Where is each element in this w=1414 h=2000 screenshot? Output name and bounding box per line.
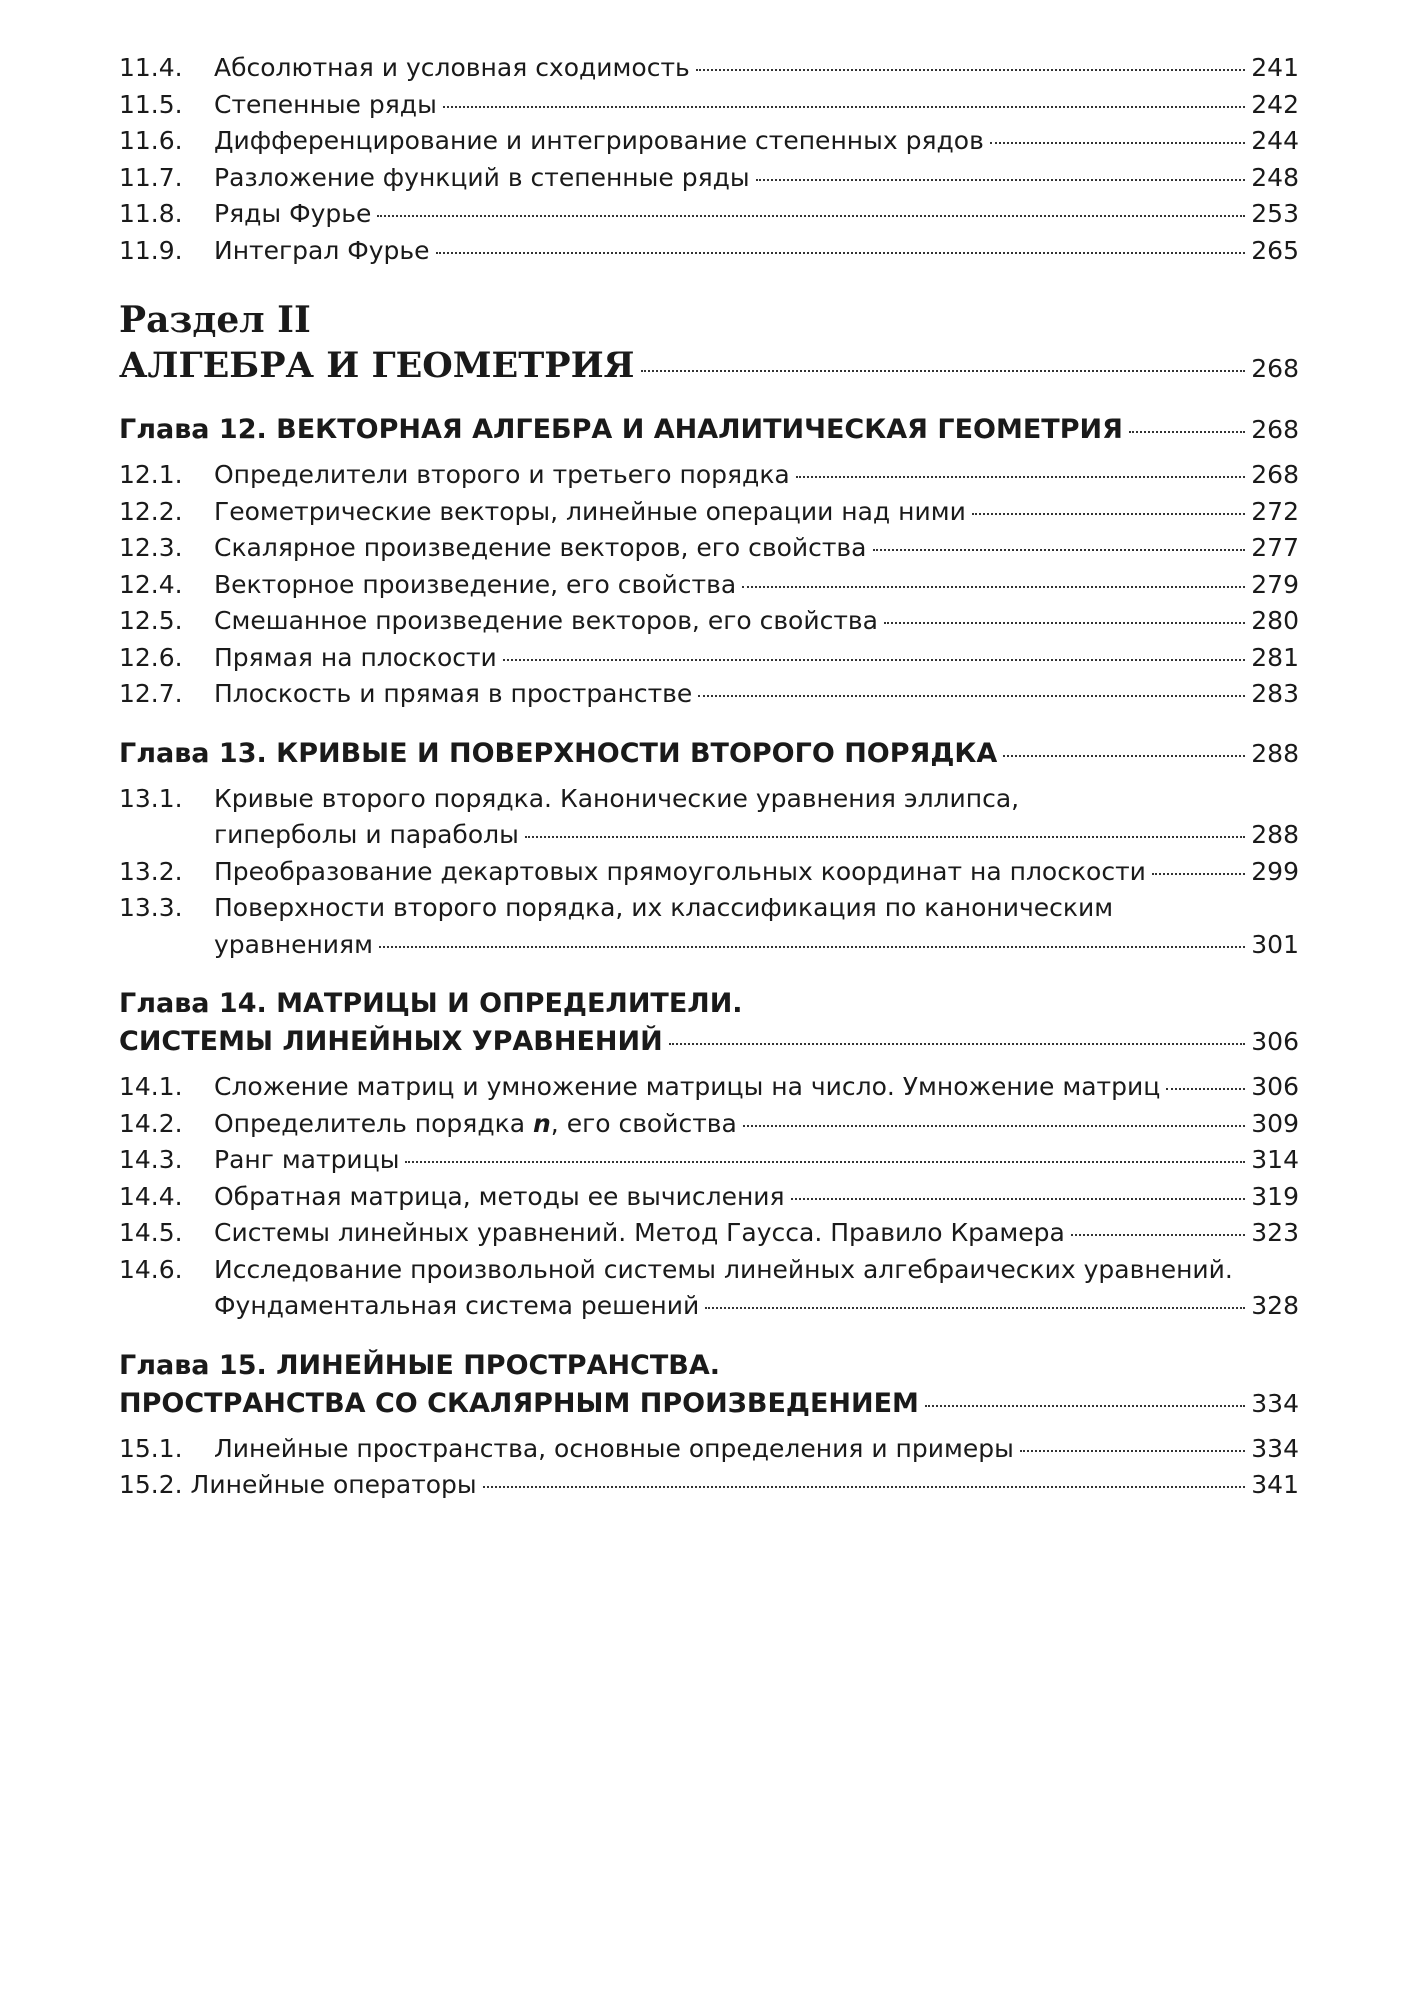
entry-number: 14.3.	[119, 1145, 183, 1174]
chapter-15	[119, 1347, 1299, 1504]
chapter-title-line1: Глава 14. МАТРИЦЫ И ОПРЕДЕЛИТЕЛИ.	[119, 988, 743, 1019]
dot-leader	[1003, 755, 1245, 757]
entry-number: 14.1.	[119, 1072, 183, 1101]
toc-entry[interactable]	[119, 87, 1299, 124]
entry-number: 11.9.	[119, 235, 183, 265]
entry-title-line2: Фундаментальная система решений	[214, 1291, 700, 1320]
chapter-12	[119, 411, 1299, 713]
toc-entry[interactable]	[119, 123, 1299, 160]
toc-entry-multiline[interactable]	[119, 1252, 1299, 1325]
entry-title: Плоскость и прямая в пространстве	[214, 679, 693, 708]
entry-title-variable: n	[532, 1108, 551, 1138]
chapter-11-entries	[119, 50, 1299, 269]
entry-number: 12.6.	[119, 642, 183, 672]
entry-title: Интеграл Фурье	[214, 235, 430, 265]
chapter-title-line2: СИСТЕМЫ ЛИНЕЙНЫХ УРАВНЕНИЙ	[119, 1026, 663, 1057]
entry-page: 242	[1251, 89, 1299, 119]
entry-title: Ряды Фурье	[214, 199, 372, 228]
entry-number: 13.2.	[119, 856, 183, 886]
entry-number: 11.5.	[119, 89, 183, 119]
chapter-heading[interactable]	[119, 985, 1299, 1061]
dot-leader	[525, 836, 1245, 838]
entry-page: 319	[1251, 1181, 1299, 1211]
dot-leader	[483, 1486, 1245, 1488]
chapter-page: 334	[1251, 1388, 1299, 1418]
entry-number: 13.1.	[119, 783, 183, 813]
entry-title: Системы линейных уравнений. Метод Гаусса. Правило Крамера	[214, 1218, 1065, 1247]
entry-title-line1: Поверхности второго порядка, их классификация по каноническим	[214, 893, 1114, 922]
entry-page: 323	[1251, 1218, 1299, 1247]
toc-entry[interactable]	[119, 494, 1299, 531]
dot-leader	[1152, 873, 1245, 875]
toc-entry[interactable]	[119, 1106, 1299, 1143]
section-title: АЛГЕБРА И ГЕОМЕТРИЯ	[119, 345, 635, 386]
dot-leader	[503, 659, 1245, 661]
entry-page: 277	[1251, 533, 1299, 562]
entry-title: Определители второго и третьего порядка	[214, 460, 790, 489]
entry-title: Сложение матриц и умножение матрицы на число. Умножение матриц	[214, 1072, 1161, 1101]
entry-page: 253	[1251, 199, 1299, 228]
toc-entry-multiline[interactable]	[119, 781, 1299, 854]
entry-page: 299	[1251, 856, 1299, 886]
entry-number: 14.4.	[119, 1181, 183, 1211]
dot-leader	[1166, 1088, 1245, 1090]
entry-number: 12.4.	[119, 569, 183, 599]
dot-leader	[1071, 1234, 1245, 1236]
entry-number: 11.8.	[119, 199, 183, 228]
dot-leader	[698, 695, 1245, 697]
toc-entry[interactable]	[119, 1142, 1299, 1179]
dot-leader	[405, 1161, 1245, 1163]
entry-number: 13.3.	[119, 893, 183, 922]
entry-title: Скалярное произведение векторов, его свойства	[214, 533, 867, 562]
toc-entry[interactable]	[119, 1467, 1299, 1504]
entry-page: 328	[1251, 1291, 1299, 1320]
entry-number: 12.3.	[119, 533, 183, 562]
entry-page: 241	[1251, 53, 1299, 82]
dot-leader	[436, 252, 1245, 254]
dot-leader	[990, 142, 1245, 144]
entry-title-line1: Кривые второго порядка. Канонические уравнения эллипса,	[214, 783, 1020, 813]
table-of-contents	[119, 50, 1299, 1504]
entry-title: Ранг матрицы	[214, 1145, 400, 1174]
entry-title: Векторное произведение, его свойства	[214, 569, 737, 599]
dot-leader	[796, 476, 1245, 478]
entry-page: 341	[1251, 1470, 1299, 1499]
entry-title-after: , его свойства	[550, 1108, 737, 1138]
dot-leader	[884, 622, 1245, 624]
toc-entry[interactable]	[119, 640, 1299, 677]
toc-entry[interactable]	[119, 603, 1299, 640]
entry-page: 301	[1251, 929, 1299, 959]
dot-leader	[742, 586, 1245, 588]
entry-page: 288	[1251, 820, 1299, 849]
chapter-heading[interactable]	[119, 1347, 1299, 1423]
dot-leader	[972, 513, 1245, 515]
chapter-title-line1: Глава 15. ЛИНЕЙНЫЕ ПРОСТРАНСТВА.	[119, 1349, 721, 1381]
entry-page: 279	[1251, 569, 1299, 599]
toc-entry[interactable]	[119, 530, 1299, 567]
chapter-heading[interactable]	[119, 735, 1299, 773]
section-label: Раздел II	[119, 299, 311, 341]
entry-number: 12.2.	[119, 496, 183, 526]
entry-number: 14.5.	[119, 1218, 183, 1247]
dot-leader	[1129, 431, 1245, 433]
entry-page: 306	[1251, 1072, 1299, 1101]
entry-number: 11.7.	[119, 162, 183, 192]
entry-title: Линейные пространства, основные определения и примеры	[214, 1433, 1014, 1463]
section-page: 268	[1251, 354, 1299, 383]
dot-leader	[705, 1307, 1245, 1309]
chapter-heading[interactable]	[119, 411, 1299, 449]
toc-entry[interactable]	[119, 854, 1299, 891]
dot-leader	[925, 1405, 1245, 1407]
chapter-page: 268	[1251, 415, 1299, 444]
entry-number: 14.6.	[119, 1254, 183, 1284]
entry-page: 265	[1251, 235, 1299, 265]
entry-title: Преобразование декартовых прямоугольных координат на плоскости	[214, 856, 1146, 886]
entry-number: 12.5.	[119, 606, 183, 635]
entry-page: 309	[1251, 1108, 1299, 1138]
dot-leader	[791, 1198, 1245, 1200]
entry-page: 248	[1251, 162, 1299, 192]
chapter-14	[119, 985, 1299, 1325]
dot-leader	[379, 946, 1245, 948]
entry-number: 12.1.	[119, 460, 183, 489]
entry-page: 314	[1251, 1145, 1299, 1174]
section-heading[interactable]	[119, 297, 1299, 389]
toc-entry[interactable]	[119, 1431, 1299, 1468]
dot-leader	[756, 179, 1245, 181]
entry-page: 268	[1251, 460, 1299, 489]
entry-page: 280	[1251, 606, 1299, 635]
toc-entry[interactable]	[119, 457, 1299, 494]
toc-entry[interactable]	[119, 1215, 1299, 1252]
toc-entry[interactable]	[119, 160, 1299, 197]
entry-title	[214, 1106, 737, 1143]
entry-title-before: Определитель порядка	[214, 1108, 533, 1138]
chapter-13	[119, 735, 1299, 964]
entry-page: 281	[1251, 642, 1299, 672]
chapter-page: 288	[1251, 738, 1299, 768]
entry-title: Абсолютная и условная сходимость	[214, 53, 690, 82]
entry-page: 272	[1251, 496, 1299, 526]
toc-entry[interactable]	[119, 233, 1299, 270]
entry-page: 334	[1251, 1433, 1299, 1463]
entry-title: Геометрические векторы, линейные операции над ними	[214, 496, 966, 526]
chapter-page: 306	[1251, 1027, 1299, 1056]
entry-title: 15.2. Линейные операторы	[119, 1470, 477, 1499]
dot-leader	[641, 370, 1245, 372]
entry-title: Разложение функций в степенные ряды	[214, 162, 750, 192]
dot-leader	[873, 549, 1246, 551]
entry-title-line2: гиперболы и параболы	[214, 820, 519, 849]
entry-number: 11.6.	[119, 126, 183, 155]
dot-leader	[377, 215, 1245, 217]
toc-entry[interactable]	[119, 676, 1299, 713]
chapter-title-line2: ПРОСТРАНСТВА СО СКАЛЯРНЫМ ПРОИЗВЕДЕНИЕМ	[119, 1387, 919, 1419]
entry-title-line2: уравнениям	[214, 929, 373, 959]
toc-entry[interactable]	[119, 1179, 1299, 1216]
dot-leader	[1020, 1450, 1245, 1452]
dot-leader	[743, 1125, 1245, 1127]
toc-entry[interactable]	[119, 1069, 1299, 1106]
toc-entry[interactable]	[119, 50, 1299, 87]
entry-title: Смешанное произведение векторов, его свойства	[214, 606, 878, 635]
chapter-title: Глава 13. КРИВЫЕ И ПОВЕРХНОСТИ ВТОРОГО ПОРЯДКА	[119, 737, 998, 769]
entry-number: 14.2.	[119, 1108, 183, 1138]
dot-leader	[696, 69, 1245, 71]
entry-title: Обратная матрица, методы ее вычисления	[214, 1181, 785, 1211]
toc-entry[interactable]	[119, 567, 1299, 604]
chapter-title: Глава 12. ВЕКТОРНАЯ АЛГЕБРА И АНАЛИТИЧЕСКАЯ ГЕОМЕТРИЯ	[119, 414, 1123, 445]
entry-title-line1: Исследование произвольной системы линейных алгебраических уравнений.	[214, 1254, 1233, 1284]
entry-page: 283	[1251, 679, 1299, 708]
entry-number: 12.7.	[119, 679, 183, 708]
dot-leader	[443, 106, 1245, 108]
toc-entry-multiline[interactable]	[119, 890, 1299, 963]
toc-entry[interactable]	[119, 196, 1299, 233]
entry-number: 11.4.	[119, 53, 183, 82]
entry-title: Степенные ряды	[214, 89, 437, 119]
entry-number: 15.1.	[119, 1433, 183, 1463]
entry-page: 244	[1251, 126, 1299, 155]
entry-title: Прямая на плоскости	[214, 642, 497, 672]
dot-leader	[669, 1043, 1245, 1045]
entry-title: Дифференцирование и интегрирование степенных рядов	[214, 126, 984, 155]
